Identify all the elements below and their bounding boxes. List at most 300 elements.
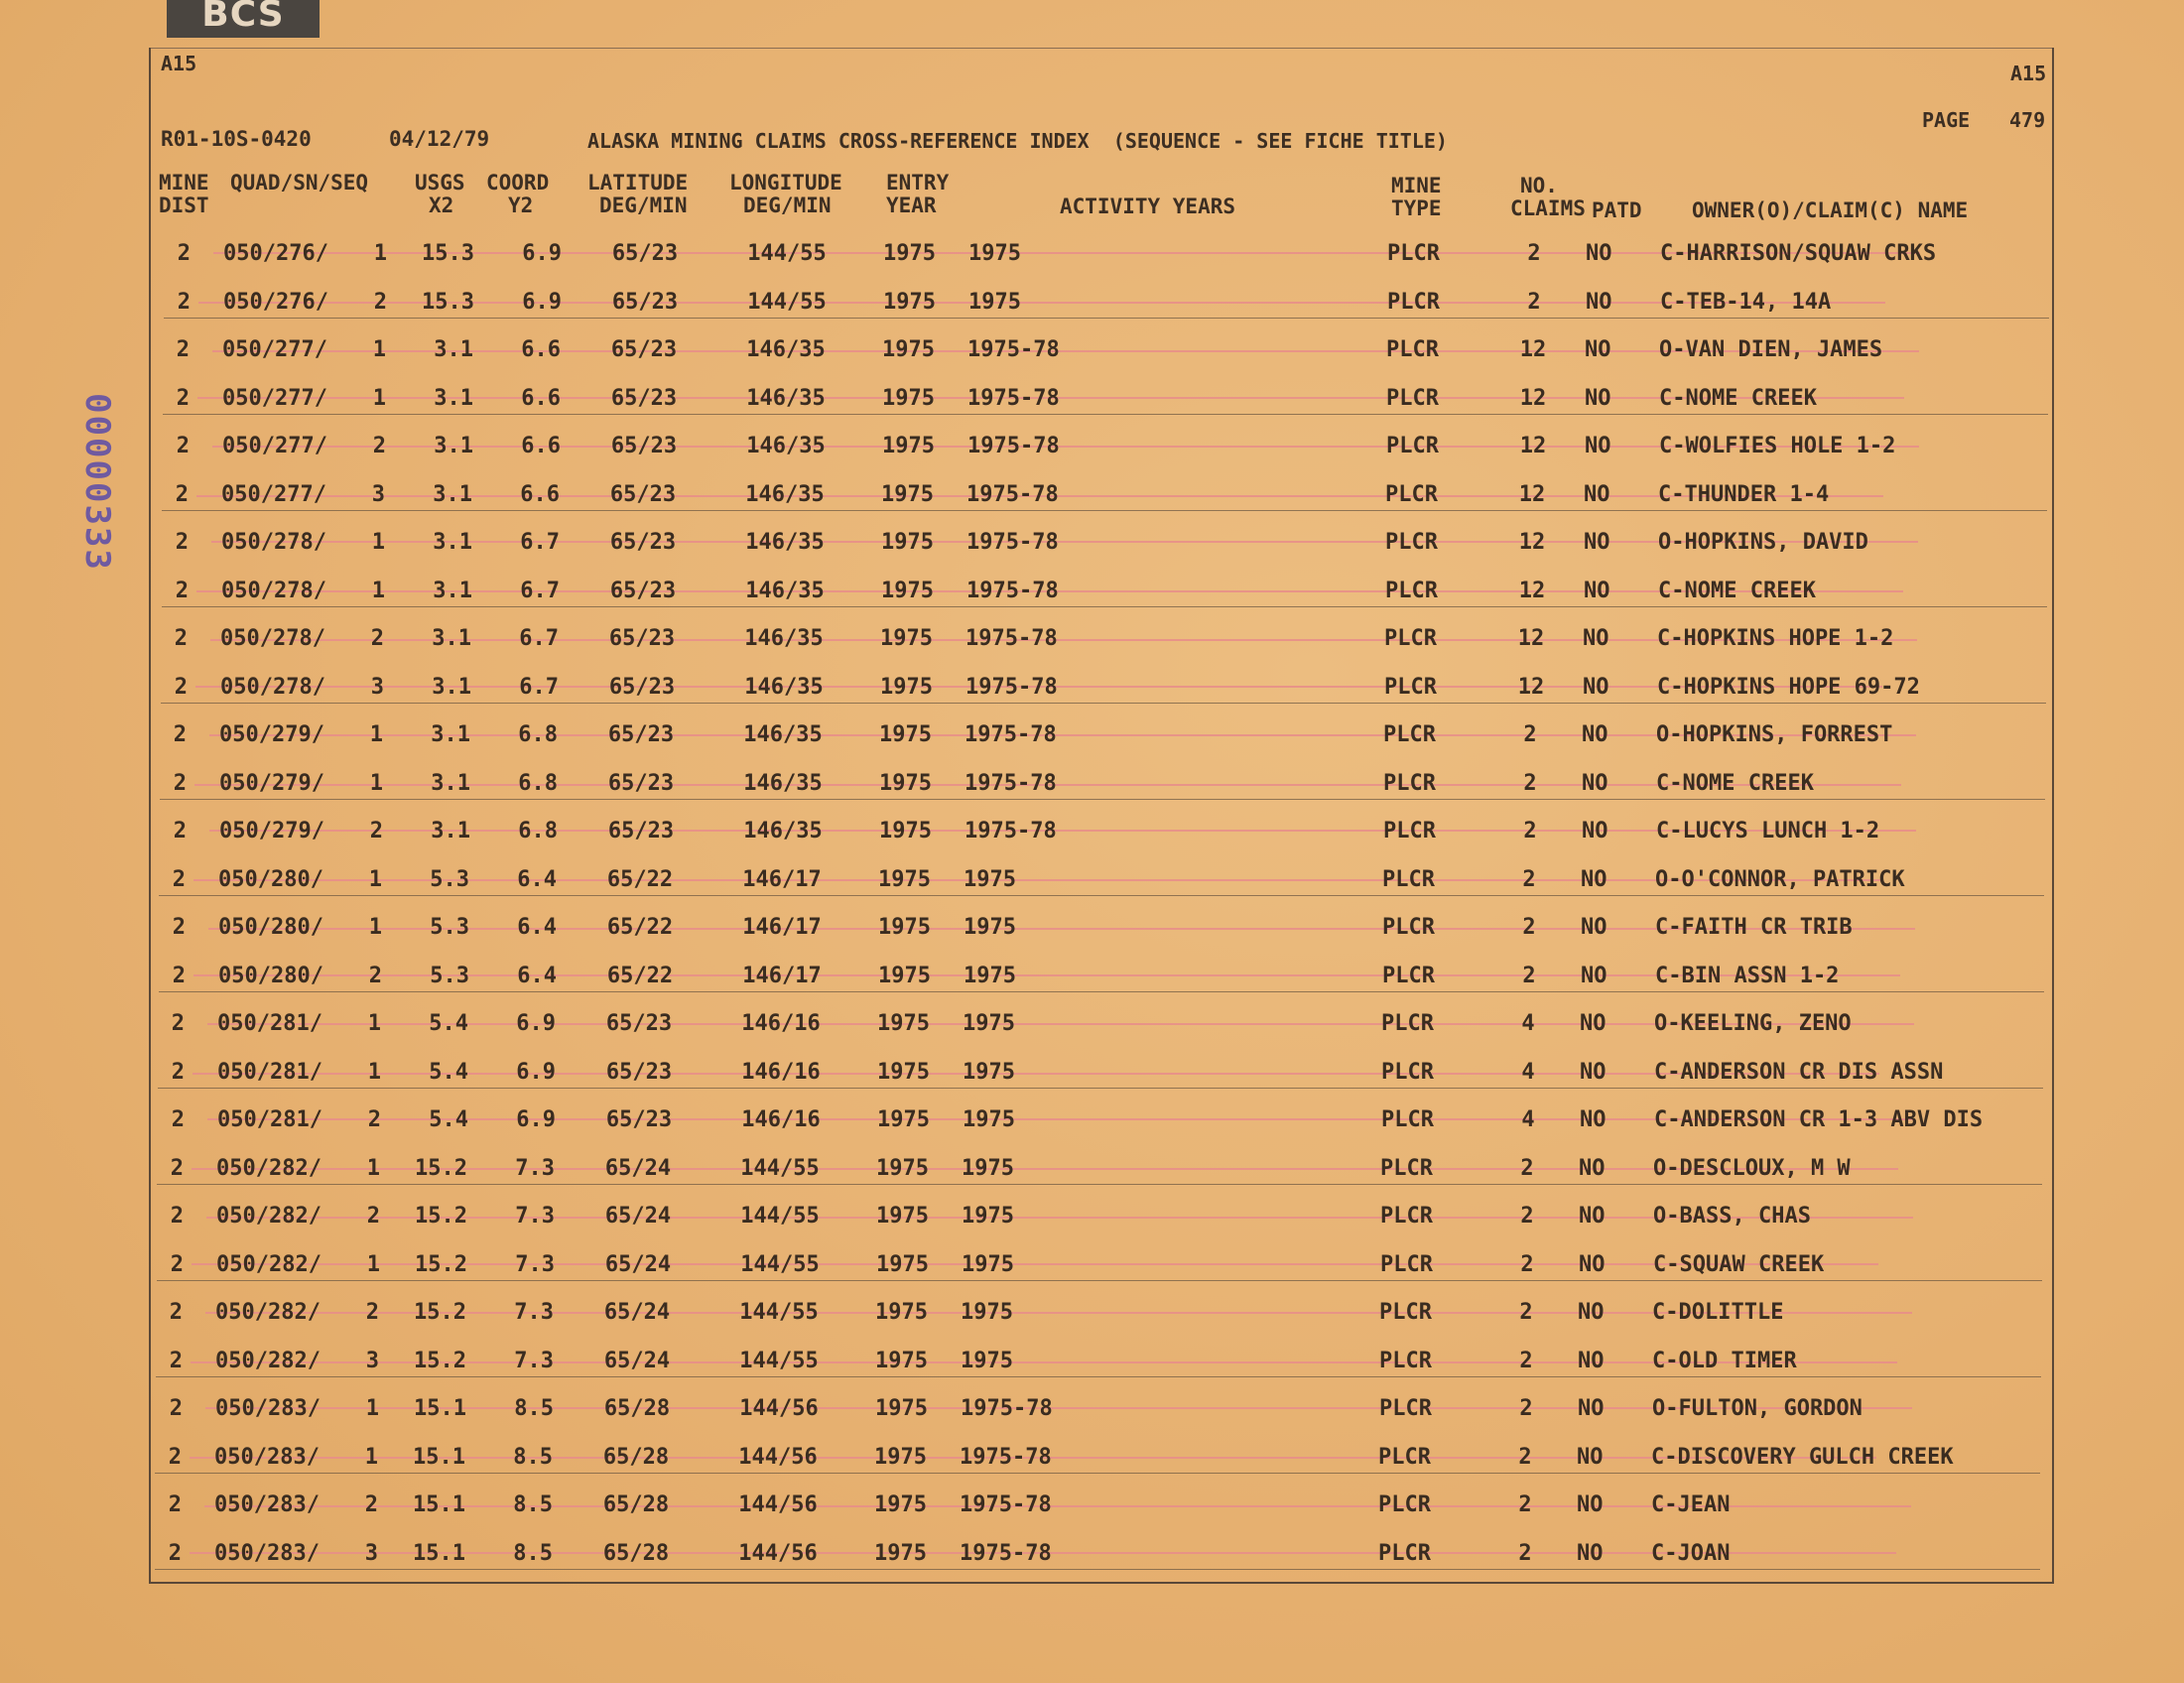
cell-quad: 050/277/ xyxy=(222,337,327,362)
cell-seq: 2 xyxy=(366,1204,380,1229)
cell-y2: 7.3 xyxy=(514,1300,554,1325)
cell-owner-claim-name: C-DOLITTLE xyxy=(1652,1300,1784,1325)
header-x2: USGS X2 xyxy=(415,171,465,217)
cell-owner-claim-name: C-THUNDER 1-4 xyxy=(1658,481,1830,507)
cell-mine-dist: 2 xyxy=(175,481,189,507)
header-mine-dist: MINE DIST xyxy=(159,171,209,217)
cell-seq: 3 xyxy=(364,1540,378,1566)
cell-x2: 15.3 xyxy=(422,241,474,266)
cell-patented: NO xyxy=(1579,1155,1606,1181)
cell-longitude: 146/35 xyxy=(746,337,826,362)
cell-patented: NO xyxy=(1579,1251,1606,1277)
cell-seq: 2 xyxy=(372,434,386,458)
cell-mine-dist: 2 xyxy=(177,289,191,315)
cell-activity-years: 1975 xyxy=(963,1011,1015,1036)
cell-x2: 3.1 xyxy=(432,626,471,651)
cell-longitude: 146/35 xyxy=(745,530,825,555)
cell-activity-years: 1975-78 xyxy=(967,434,1060,458)
cell-seq: 3 xyxy=(365,1348,379,1373)
cell-patented: NO xyxy=(1584,481,1610,507)
cell-patented: NO xyxy=(1580,1011,1606,1036)
cell-quad: 050/283/ xyxy=(214,1492,320,1517)
cell-latitude: 65/28 xyxy=(602,1492,670,1517)
cell-activity-years: 1975-78 xyxy=(967,385,1060,411)
header-claims: NO. CLAIMS xyxy=(1510,174,1586,220)
cell-y2: 6.6 xyxy=(520,481,560,507)
cell-activity-years: 1975-78 xyxy=(960,1444,1052,1470)
cell-seq: 1 xyxy=(368,915,382,940)
cell-y2: 7.3 xyxy=(514,1348,554,1373)
cell-claims: 2 xyxy=(1527,289,1541,315)
cell-owner-claim-name: O-HOPKINS, DAVID xyxy=(1658,530,1868,555)
cell-seq: 1 xyxy=(372,337,386,362)
cell-entry-year: 1975 xyxy=(877,1107,930,1132)
cell-longitude: 144/56 xyxy=(738,1444,818,1470)
cell-mine-dist: 2 xyxy=(173,819,187,843)
cell-mine-type: PLCR xyxy=(1378,1492,1431,1517)
cell-quad: 050/282/ xyxy=(216,1155,321,1181)
cell-entry-year: 1975 xyxy=(882,385,935,411)
cell-quad: 050/278/ xyxy=(220,626,325,651)
row-underline xyxy=(159,895,2044,896)
row-underline xyxy=(155,1473,2040,1474)
cell-owner-claim-name: C-HOPKINS HOPE 1-2 xyxy=(1657,626,1894,651)
cell-seq: 1 xyxy=(371,578,385,603)
cell-latitude: 65/23 xyxy=(611,289,679,315)
page-number: 479 xyxy=(2009,108,2046,132)
cell-latitude: 65/23 xyxy=(609,578,677,603)
cell-seq: 2 xyxy=(370,626,384,651)
cell-y2: 6.4 xyxy=(517,866,557,892)
cell-quad: 050/276/ xyxy=(223,241,328,266)
cell-patented: NO xyxy=(1585,337,1611,362)
cell-claims: 12 xyxy=(1517,674,1545,700)
cell-mine-dist: 2 xyxy=(176,385,190,411)
row-underline xyxy=(157,1280,2042,1281)
cell-owner-claim-name: C-HOPKINS HOPE 69-72 xyxy=(1657,674,1920,700)
cell-longitude: 146/35 xyxy=(746,434,826,458)
cell-x2: 15.2 xyxy=(415,1204,467,1229)
cell-y2: 7.3 xyxy=(515,1155,555,1181)
cell-latitude: 65/22 xyxy=(606,866,674,892)
row-underline xyxy=(156,1376,2041,1377)
cell-x2: 3.1 xyxy=(432,674,471,700)
cell-claims: 2 xyxy=(1527,241,1541,266)
cell-seq: 1 xyxy=(369,722,383,747)
table-row xyxy=(0,1107,2178,1156)
cell-claims: 12 xyxy=(1518,481,1546,507)
cell-activity-years: 1975 xyxy=(968,289,1021,315)
cell-latitude: 65/22 xyxy=(606,963,674,988)
cell-claims: 2 xyxy=(1518,1492,1532,1517)
cell-mine-dist: 2 xyxy=(171,1107,185,1132)
cell-owner-claim-name: C-DISCOVERY GULCH CREEK xyxy=(1651,1444,1954,1470)
cell-entry-year: 1975 xyxy=(874,1540,927,1566)
table-row xyxy=(0,867,2179,916)
cell-activity-years: 1975 xyxy=(961,1348,1013,1373)
cell-mine-type: PLCR xyxy=(1386,385,1439,411)
cell-y2: 6.8 xyxy=(518,819,558,843)
cell-entry-year: 1975 xyxy=(874,1444,927,1470)
cell-entry-year: 1975 xyxy=(879,722,932,747)
cell-latitude: 65/24 xyxy=(604,1204,672,1229)
cell-longitude: 144/55 xyxy=(740,1204,820,1229)
cell-latitude: 65/23 xyxy=(611,241,679,266)
cell-x2: 15.1 xyxy=(413,1444,465,1470)
cell-y2: 6.7 xyxy=(520,578,560,603)
table-row xyxy=(0,1300,2176,1349)
cell-claims: 2 xyxy=(1523,770,1537,796)
cell-quad: 050/279/ xyxy=(219,722,324,747)
cell-latitude: 65/23 xyxy=(605,1107,673,1132)
cell-activity-years: 1975 xyxy=(968,241,1021,266)
cell-mine-dist: 2 xyxy=(174,626,188,651)
cell-seq: 3 xyxy=(371,481,385,507)
cell-mine-type: PLCR xyxy=(1381,1011,1434,1036)
cell-patented: NO xyxy=(1582,819,1608,843)
cell-claims: 2 xyxy=(1522,963,1536,988)
cell-latitude: 65/23 xyxy=(610,385,678,411)
cell-longitude: 144/56 xyxy=(738,1540,818,1566)
cell-owner-claim-name: C-HARRISON/SQUAW CRKS xyxy=(1660,241,1937,266)
cell-mine-type: PLCR xyxy=(1380,1155,1433,1181)
row-underline xyxy=(161,703,2046,704)
cell-entry-year: 1975 xyxy=(880,626,933,651)
cell-owner-claim-name: C-OLD TIMER xyxy=(1652,1348,1797,1373)
cell-claims: 2 xyxy=(1522,915,1536,940)
cell-claims: 2 xyxy=(1522,866,1536,892)
cell-seq: 2 xyxy=(364,1492,378,1517)
cell-owner-claim-name: O-BASS, CHAS xyxy=(1653,1204,1811,1229)
table-row xyxy=(0,386,2183,435)
table-row xyxy=(0,1349,2176,1397)
cell-owner-claim-name: C-SQUAW CREEK xyxy=(1653,1251,1825,1277)
cell-claims: 4 xyxy=(1521,1107,1535,1132)
table-row xyxy=(0,530,2182,579)
cell-mine-type: PLCR xyxy=(1381,1107,1434,1132)
cell-mine-dist: 2 xyxy=(172,915,186,940)
cell-mine-dist: 2 xyxy=(173,770,187,796)
cell-mine-dist: 2 xyxy=(174,674,188,700)
cell-entry-year: 1975 xyxy=(882,434,935,458)
cell-x2: 5.4 xyxy=(429,1107,468,1132)
cell-patented: NO xyxy=(1582,770,1608,796)
cell-y2: 6.6 xyxy=(521,385,561,411)
cell-seq: 1 xyxy=(366,1251,380,1277)
row-underline xyxy=(164,318,2049,319)
cell-patented: NO xyxy=(1584,578,1610,603)
table-row xyxy=(0,1011,2178,1060)
cell-x2: 3.1 xyxy=(433,481,472,507)
report-date: 04/12/79 xyxy=(389,127,490,151)
cell-x2: 3.1 xyxy=(431,770,470,796)
cell-mine-type: PLCR xyxy=(1382,963,1435,988)
cell-patented: NO xyxy=(1577,1444,1604,1470)
header-patd: PATD xyxy=(1592,198,1642,222)
cell-x2: 5.3 xyxy=(430,915,469,940)
row-underline xyxy=(159,991,2044,992)
cell-owner-claim-name: O-KEELING, ZENO xyxy=(1654,1011,1852,1036)
cell-claims: 2 xyxy=(1523,819,1537,843)
cell-entry-year: 1975 xyxy=(878,866,931,892)
cell-entry-year: 1975 xyxy=(879,770,932,796)
cell-owner-claim-name: O-DESCLOUX, M W xyxy=(1653,1155,1851,1181)
cell-owner-claim-name: C-WOLFIES HOLE 1-2 xyxy=(1659,434,1896,458)
cell-x2: 15.2 xyxy=(415,1155,467,1181)
cell-latitude: 65/24 xyxy=(603,1300,671,1325)
cell-mine-type: PLCR xyxy=(1385,578,1438,603)
cell-mine-type: PLCR xyxy=(1380,1204,1433,1229)
cell-mine-type: PLCR xyxy=(1379,1396,1432,1421)
cell-quad: 050/280/ xyxy=(218,866,323,892)
frame-top xyxy=(149,48,2054,49)
cell-owner-claim-name: O-HOPKINS, FORREST xyxy=(1656,722,1893,747)
cell-longitude: 144/56 xyxy=(738,1492,818,1517)
cell-x2: 5.4 xyxy=(429,1059,468,1085)
cell-owner-claim-name: C-NOME CREEK xyxy=(1656,770,1814,796)
cell-y2: 6.4 xyxy=(517,915,557,940)
cell-seq: 2 xyxy=(368,963,382,988)
cell-quad: 050/283/ xyxy=(214,1540,320,1566)
cell-seq: 1 xyxy=(365,1396,379,1421)
cell-x2: 3.1 xyxy=(434,337,473,362)
table-row xyxy=(0,290,2184,338)
cell-entry-year: 1975 xyxy=(874,1492,927,1517)
cell-patented: NO xyxy=(1583,626,1609,651)
cell-y2: 6.8 xyxy=(518,722,558,747)
cell-mine-dist: 2 xyxy=(170,1204,184,1229)
cell-entry-year: 1975 xyxy=(882,337,935,362)
cell-y2: 8.5 xyxy=(514,1396,554,1421)
cell-latitude: 65/23 xyxy=(608,626,676,651)
cell-entry-year: 1975 xyxy=(880,674,933,700)
cell-claims: 2 xyxy=(1518,1444,1532,1470)
header-quad: QUAD/SN/SEQ xyxy=(230,171,369,194)
cell-x2: 15.2 xyxy=(414,1348,466,1373)
cell-mine-dist: 2 xyxy=(168,1540,182,1566)
cell-owner-claim-name: C-NOME CREEK xyxy=(1658,578,1816,603)
cell-x2: 15.1 xyxy=(413,1492,465,1517)
table-row xyxy=(0,964,2179,1012)
cell-latitude: 65/23 xyxy=(608,674,676,700)
cell-entry-year: 1975 xyxy=(875,1396,928,1421)
cell-latitude: 65/28 xyxy=(602,1540,670,1566)
cell-patented: NO xyxy=(1585,385,1611,411)
header-lat: LATITUDE DEG/MIN xyxy=(587,171,689,217)
cell-entry-year: 1975 xyxy=(883,289,936,315)
report-title: ALASKA MINING CLAIMS CROSS-REFERENCE INDEX (SEQUENCE - SEE FICHE TITLE) xyxy=(587,129,1448,153)
cell-longitude: 146/17 xyxy=(742,866,822,892)
cell-claims: 12 xyxy=(1518,530,1546,555)
table-row xyxy=(0,722,2180,771)
cell-patented: NO xyxy=(1581,963,1607,988)
cell-entry-year: 1975 xyxy=(876,1204,929,1229)
cell-entry-year: 1975 xyxy=(877,1059,930,1085)
cell-activity-years: 1975-78 xyxy=(966,578,1059,603)
cell-longitude: 146/35 xyxy=(746,385,826,411)
cell-latitude: 65/23 xyxy=(605,1011,673,1036)
cell-mine-dist: 2 xyxy=(172,963,186,988)
cell-entry-year: 1975 xyxy=(875,1300,928,1325)
table-row xyxy=(0,1541,2175,1590)
cell-y2: 6.6 xyxy=(521,434,561,458)
frame-code-left: A15 xyxy=(161,52,197,75)
cell-mine-type: PLCR xyxy=(1382,866,1435,892)
cell-activity-years: 1975 xyxy=(961,1300,1013,1325)
cell-claims: 2 xyxy=(1520,1155,1534,1181)
cell-mine-dist: 2 xyxy=(170,1251,184,1277)
cell-patented: NO xyxy=(1578,1300,1605,1325)
cell-x2: 3.1 xyxy=(431,819,470,843)
cell-latitude: 65/28 xyxy=(602,1444,670,1470)
cell-quad: 050/282/ xyxy=(215,1300,321,1325)
cell-quad: 050/283/ xyxy=(215,1396,321,1421)
table-row xyxy=(0,241,2184,290)
cell-patented: NO xyxy=(1586,241,1612,266)
cell-longitude: 146/35 xyxy=(745,481,825,507)
cell-y2: 8.5 xyxy=(513,1444,553,1470)
cell-longitude: 146/35 xyxy=(745,578,825,603)
cell-seq: 1 xyxy=(367,1059,381,1085)
cell-owner-claim-name: C-ANDERSON CR 1-3 ABV DIS xyxy=(1654,1107,1984,1132)
header-activity: ACTIVITY YEARS xyxy=(1060,194,1236,218)
cell-mine-type: PLCR xyxy=(1383,819,1436,843)
cell-mine-dist: 2 xyxy=(171,1011,185,1036)
cell-claims: 12 xyxy=(1518,578,1546,603)
brand-label: BCS xyxy=(167,0,320,38)
cell-owner-claim-name: C-ANDERSON CR DIS ASSN xyxy=(1654,1059,1944,1085)
cell-longitude: 146/16 xyxy=(741,1107,821,1132)
cell-quad: 050/278/ xyxy=(220,674,325,700)
cell-owner-claim-name: C-BIN ASSN 1-2 xyxy=(1655,963,1840,988)
cell-seq: 1 xyxy=(366,1155,380,1181)
cell-activity-years: 1975-78 xyxy=(965,674,1058,700)
cell-activity-years: 1975-78 xyxy=(960,1492,1052,1517)
cell-quad: 050/278/ xyxy=(221,530,326,555)
cell-patented: NO xyxy=(1577,1492,1604,1517)
cell-patented: NO xyxy=(1585,434,1611,458)
cell-mine-dist: 2 xyxy=(169,1396,183,1421)
cell-mine-type: PLCR xyxy=(1385,530,1438,555)
table-row xyxy=(0,626,2181,675)
cell-patented: NO xyxy=(1581,915,1607,940)
cell-claims: 4 xyxy=(1521,1059,1535,1085)
cell-activity-years: 1975 xyxy=(964,915,1016,940)
header-type: MINE TYPE xyxy=(1391,174,1442,220)
cell-entry-year: 1975 xyxy=(876,1155,929,1181)
cell-longitude: 144/55 xyxy=(739,1348,819,1373)
cell-x2: 5.3 xyxy=(430,866,469,892)
cell-entry-year: 1975 xyxy=(881,481,934,507)
cell-owner-claim-name: O-O'CONNOR, PATRICK xyxy=(1655,866,1905,892)
cell-longitude: 146/16 xyxy=(741,1059,821,1085)
cell-owner-claim-name: O-VAN DIEN, JAMES xyxy=(1659,337,1883,362)
table-row xyxy=(0,1445,2175,1493)
cell-x2: 5.4 xyxy=(429,1011,468,1036)
cell-x2: 3.1 xyxy=(433,530,472,555)
cell-mine-dist: 2 xyxy=(171,1059,185,1085)
cell-owner-claim-name: O-FULTON, GORDON xyxy=(1652,1396,1863,1421)
cell-y2: 6.7 xyxy=(520,530,560,555)
row-underline xyxy=(162,606,2047,607)
cell-entry-year: 1975 xyxy=(879,819,932,843)
cell-activity-years: 1975-78 xyxy=(960,1540,1052,1566)
cell-activity-years: 1975-78 xyxy=(966,481,1059,507)
cell-activity-years: 1975 xyxy=(964,866,1016,892)
cell-x2: 15.1 xyxy=(414,1396,466,1421)
cell-activity-years: 1975-78 xyxy=(966,530,1059,555)
cell-latitude: 65/23 xyxy=(609,530,677,555)
cell-patented: NO xyxy=(1579,1204,1606,1229)
cell-y2: 6.9 xyxy=(516,1059,556,1085)
cell-y2: 8.5 xyxy=(513,1540,553,1566)
cell-mine-dist: 2 xyxy=(170,1155,184,1181)
cell-claims: 2 xyxy=(1519,1348,1533,1373)
cell-x2: 3.1 xyxy=(434,385,473,411)
cell-claims: 2 xyxy=(1519,1396,1533,1421)
table-row xyxy=(0,579,2182,627)
cell-mine-type: PLCR xyxy=(1381,1059,1434,1085)
table-row xyxy=(0,819,2180,867)
row-underline xyxy=(160,799,2045,800)
cell-claims: 2 xyxy=(1519,1300,1533,1325)
cell-longitude: 144/55 xyxy=(740,1251,820,1277)
cell-latitude: 65/23 xyxy=(607,722,675,747)
table-row xyxy=(0,1252,2177,1301)
row-underline xyxy=(155,1569,2040,1570)
cell-mine-dist: 2 xyxy=(168,1444,182,1470)
cell-mine-dist: 2 xyxy=(176,434,190,458)
cell-quad: 050/280/ xyxy=(218,963,323,988)
cell-patented: NO xyxy=(1578,1396,1605,1421)
cell-claims: 2 xyxy=(1520,1251,1534,1277)
cell-longitude: 144/55 xyxy=(739,1300,819,1325)
cell-activity-years: 1975-78 xyxy=(965,626,1058,651)
cell-longitude: 146/16 xyxy=(741,1011,821,1036)
cell-mine-type: PLCR xyxy=(1378,1444,1431,1470)
cell-patented: NO xyxy=(1586,289,1612,315)
cell-activity-years: 1975 xyxy=(962,1204,1014,1229)
cell-owner-claim-name: C-FAITH CR TRIB xyxy=(1655,915,1853,940)
cell-mine-dist: 2 xyxy=(169,1300,183,1325)
table-row xyxy=(0,1492,2175,1541)
cell-activity-years: 1975-78 xyxy=(964,722,1057,747)
cell-longitude: 144/55 xyxy=(747,241,827,266)
cell-quad: 050/277/ xyxy=(222,385,327,411)
cell-y2: 6.6 xyxy=(521,337,561,362)
cell-entry-year: 1975 xyxy=(877,1011,930,1036)
row-underline xyxy=(157,1184,2042,1185)
cell-patented: NO xyxy=(1583,674,1609,700)
table-row xyxy=(0,1204,2177,1252)
cell-mine-type: PLCR xyxy=(1385,481,1438,507)
cell-y2: 6.9 xyxy=(522,289,562,315)
cell-patented: NO xyxy=(1580,1107,1606,1132)
cell-x2: 15.2 xyxy=(414,1300,466,1325)
table-row xyxy=(0,675,2181,723)
cell-seq: 2 xyxy=(367,1107,381,1132)
cell-owner-claim-name: C-NOME CREEK xyxy=(1659,385,1817,411)
cell-latitude: 65/23 xyxy=(605,1059,673,1085)
cell-activity-years: 1975-78 xyxy=(964,770,1057,796)
cell-y2: 6.8 xyxy=(518,770,558,796)
cell-seq: 1 xyxy=(369,770,383,796)
cell-quad: 050/282/ xyxy=(216,1204,321,1229)
cell-quad: 050/276/ xyxy=(223,289,328,315)
table-row xyxy=(0,337,2183,386)
cell-owner-claim-name: C-TEB-14, 14A xyxy=(1660,289,1832,315)
cell-mine-type: PLCR xyxy=(1387,241,1440,266)
